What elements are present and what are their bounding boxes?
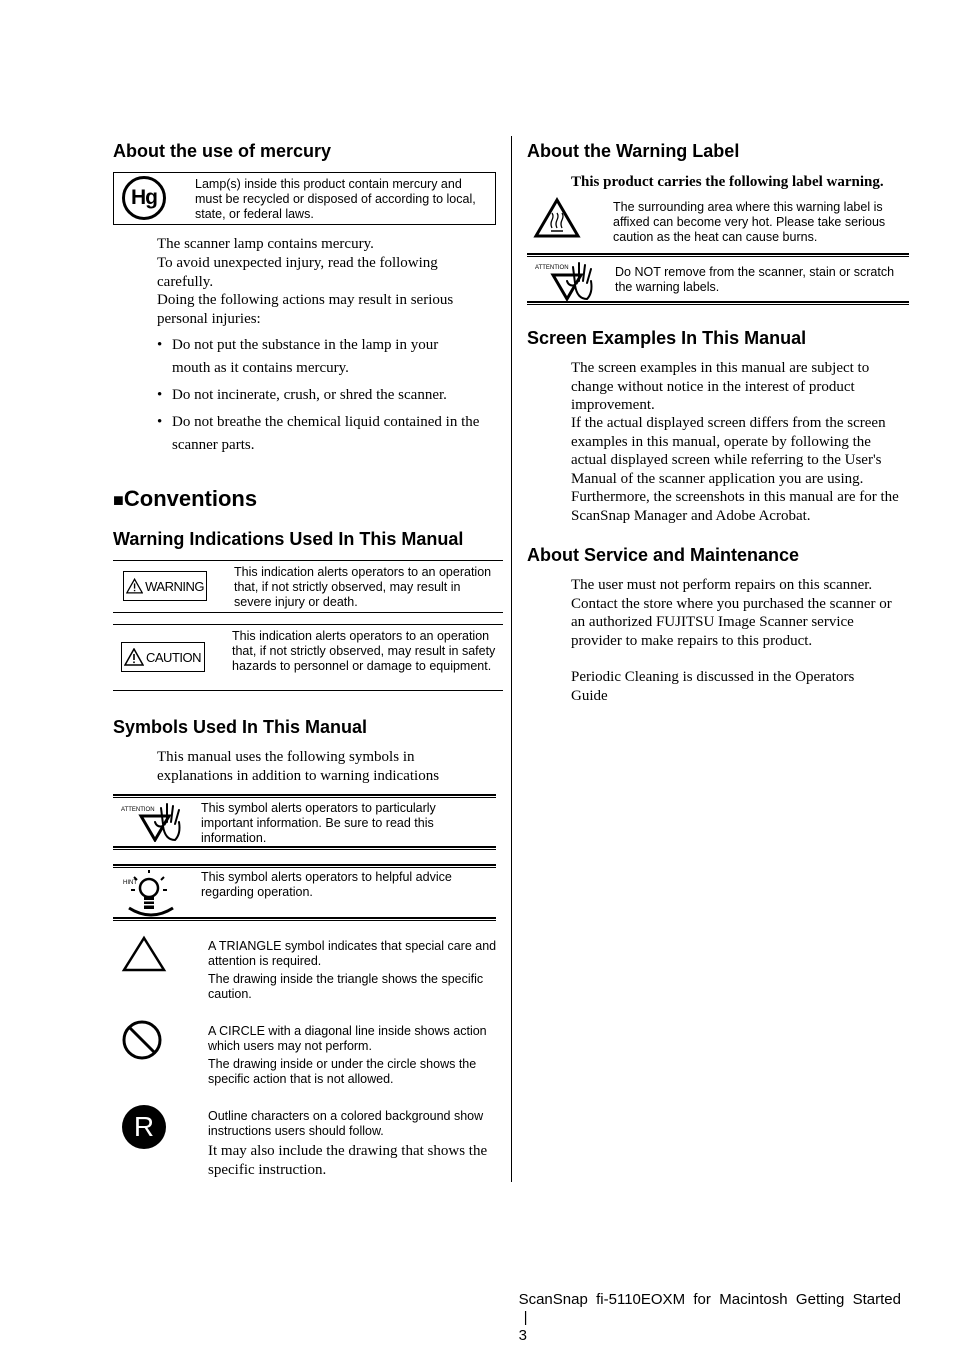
caution-text: This indication alerts operators to an operation that, if not strictly observed, may result in safety hazards to personnel or damage to equipment. [232,629,496,673]
warning-label-subheading: This product carries the following label warning. [571,174,884,190]
attention-row-bottom-rule [113,846,496,850]
conventions-title: Conventions [123,486,258,511]
bullet-dot: • [157,337,163,353]
caution-row-bottom-rule [113,690,503,691]
prohibition-circle-icon [121,1019,163,1061]
label-attention-text: Do NOT remove from the scanner, stain or scratch the warning labels. [615,265,895,294]
circle-text-2: The drawing inside or under the circle shows the specific action that is not allowed. [208,1057,477,1086]
mercury-box-text: Lamp(s) inside this product contain mercury and must be recycled or disposed of according to local, state, or federal laws. [195,177,476,221]
warning-row-bottom-rule [113,612,503,613]
list-item [157,334,497,380]
label-attention-icon [533,259,599,301]
instruction-r-icon [122,1105,166,1149]
warning-badge [123,571,207,601]
service-para-1: The user must not perform repairs on this scanner. Contact the store where you purchased the scanner or an authorized FUJITSU Image Scanner service provider to make repairs to this product. [571,577,892,649]
caution-triangle-icon [124,648,144,666]
list-item [157,411,497,457]
column-divider [511,136,512,1182]
symbols-intro: This manual uses the following symbols in explanations in addition to warning indications [157,749,440,784]
warning-label-heading: About the Warning Label [527,141,740,161]
heat-warning-icon [533,197,581,239]
bullet-dot: • [157,387,163,403]
mercury-bullet-list [157,334,497,457]
mercury-para-2: To avoid unexpected injury, read the following carefully. [157,255,438,290]
footer-title: ScanSnap fi-5110EOXM for Macintosh Getting Started [518,1291,901,1308]
attention-icon-label: ATTENTION [121,807,155,813]
symbols-heading: Symbols Used In This Manual [113,717,368,737]
warning-triangle-icon [126,577,143,595]
service-heading: About Service and Maintenance [527,545,800,565]
mercury-para-1: The scanner lamp contains mercury. [157,236,374,252]
r-text-1: Outline characters on a colored background show instructions users should follow. [208,1109,484,1138]
mercury-heading: About the use of mercury [113,141,332,161]
mercury-para-3: Doing the following actions may result in serious personal injuries: [157,292,454,327]
hint-row-bottom-rule [113,917,496,921]
caution-row-top-rule [113,624,503,625]
screen-examples-para-1: The screen examples in this manual are subject to change without notice in the interest of product improvement. [571,360,870,413]
screen-examples-heading: Screen Examples In This Manual [527,328,807,348]
hint-icon [121,868,181,918]
mercury-box [113,172,496,225]
attention-text: This symbol alerts operators to particularly important information. Be sure to read this information. [201,801,436,845]
footer-separator: | [523,1309,528,1326]
r-icon-label: R [133,1111,155,1142]
caution-badge [121,642,205,672]
heat-warning-text: The surrounding area where this warning label is affixed can become very hot. Please take serious caution as the heat can cause burns. [613,200,886,244]
triangle-text-2: The drawing inside the triangle shows the specific caution. [208,972,484,1001]
warning-badge-label: WARNING [145,578,204,594]
caution-badge-label: CAUTION [146,649,201,665]
bullet-text: Do not put the substance in the lamp in your mouth as it contains mercury. [172,337,439,376]
warning-text: This indication alerts operators to an operation that, if not strictly observed, may result in severe injury or death. [234,565,492,609]
bullet-dot: • [157,414,163,430]
attention-row-top-rule [113,794,496,798]
conventions-heading [113,486,257,513]
mercury-hg-icon [122,176,166,220]
warning-row-top-rule [113,560,503,561]
page-number: 3 [518,1327,527,1344]
hint-text: This symbol alerts operators to helpful advice regarding operation. [201,870,452,899]
attention-icon [121,800,187,842]
service-para-2: Periodic Cleaning is discussed in the Operators Guide [571,669,855,704]
bullet-text: Do not incinerate, crush, or shred the scanner. [172,387,447,403]
triangle-symbol-icon [121,935,167,973]
triangle-text-1: A TRIANGLE symbol indicates that special care and attention is required. [208,939,497,968]
bullet-text: Do not breathe the chemical liquid contained in the scanner parts. [172,414,480,453]
list-item [157,384,497,407]
r-text-2: It may also include the drawing that shows the specific instruction. [208,1143,488,1178]
circle-text-1: A CIRCLE with a diagonal line inside shows action which users may not perform. [208,1024,487,1053]
label-attention-bottom-rule [527,301,909,305]
label-attention-icon-label: ATTENTION [535,265,569,271]
square-bullet-icon: ■ [113,490,124,510]
label-attention-top-rule [527,253,909,257]
warning-indications-heading: Warning Indications Used In This Manual [113,529,464,549]
hg-icon-label: Hg [131,186,157,209]
screen-examples-para-2: If the actual displayed screen differs from the screen examples in this manual, operate by following the actual displayed screen while referring to the User's Manual of the scanner application you are using. [571,415,886,487]
page-footer [510,1273,901,1345]
hint-icon-label: HINT [123,880,137,886]
screen-examples-para-3: Furthermore, the screenshots in this manual are for the ScanSnap Manager and Adobe Acrobat. [571,489,899,524]
